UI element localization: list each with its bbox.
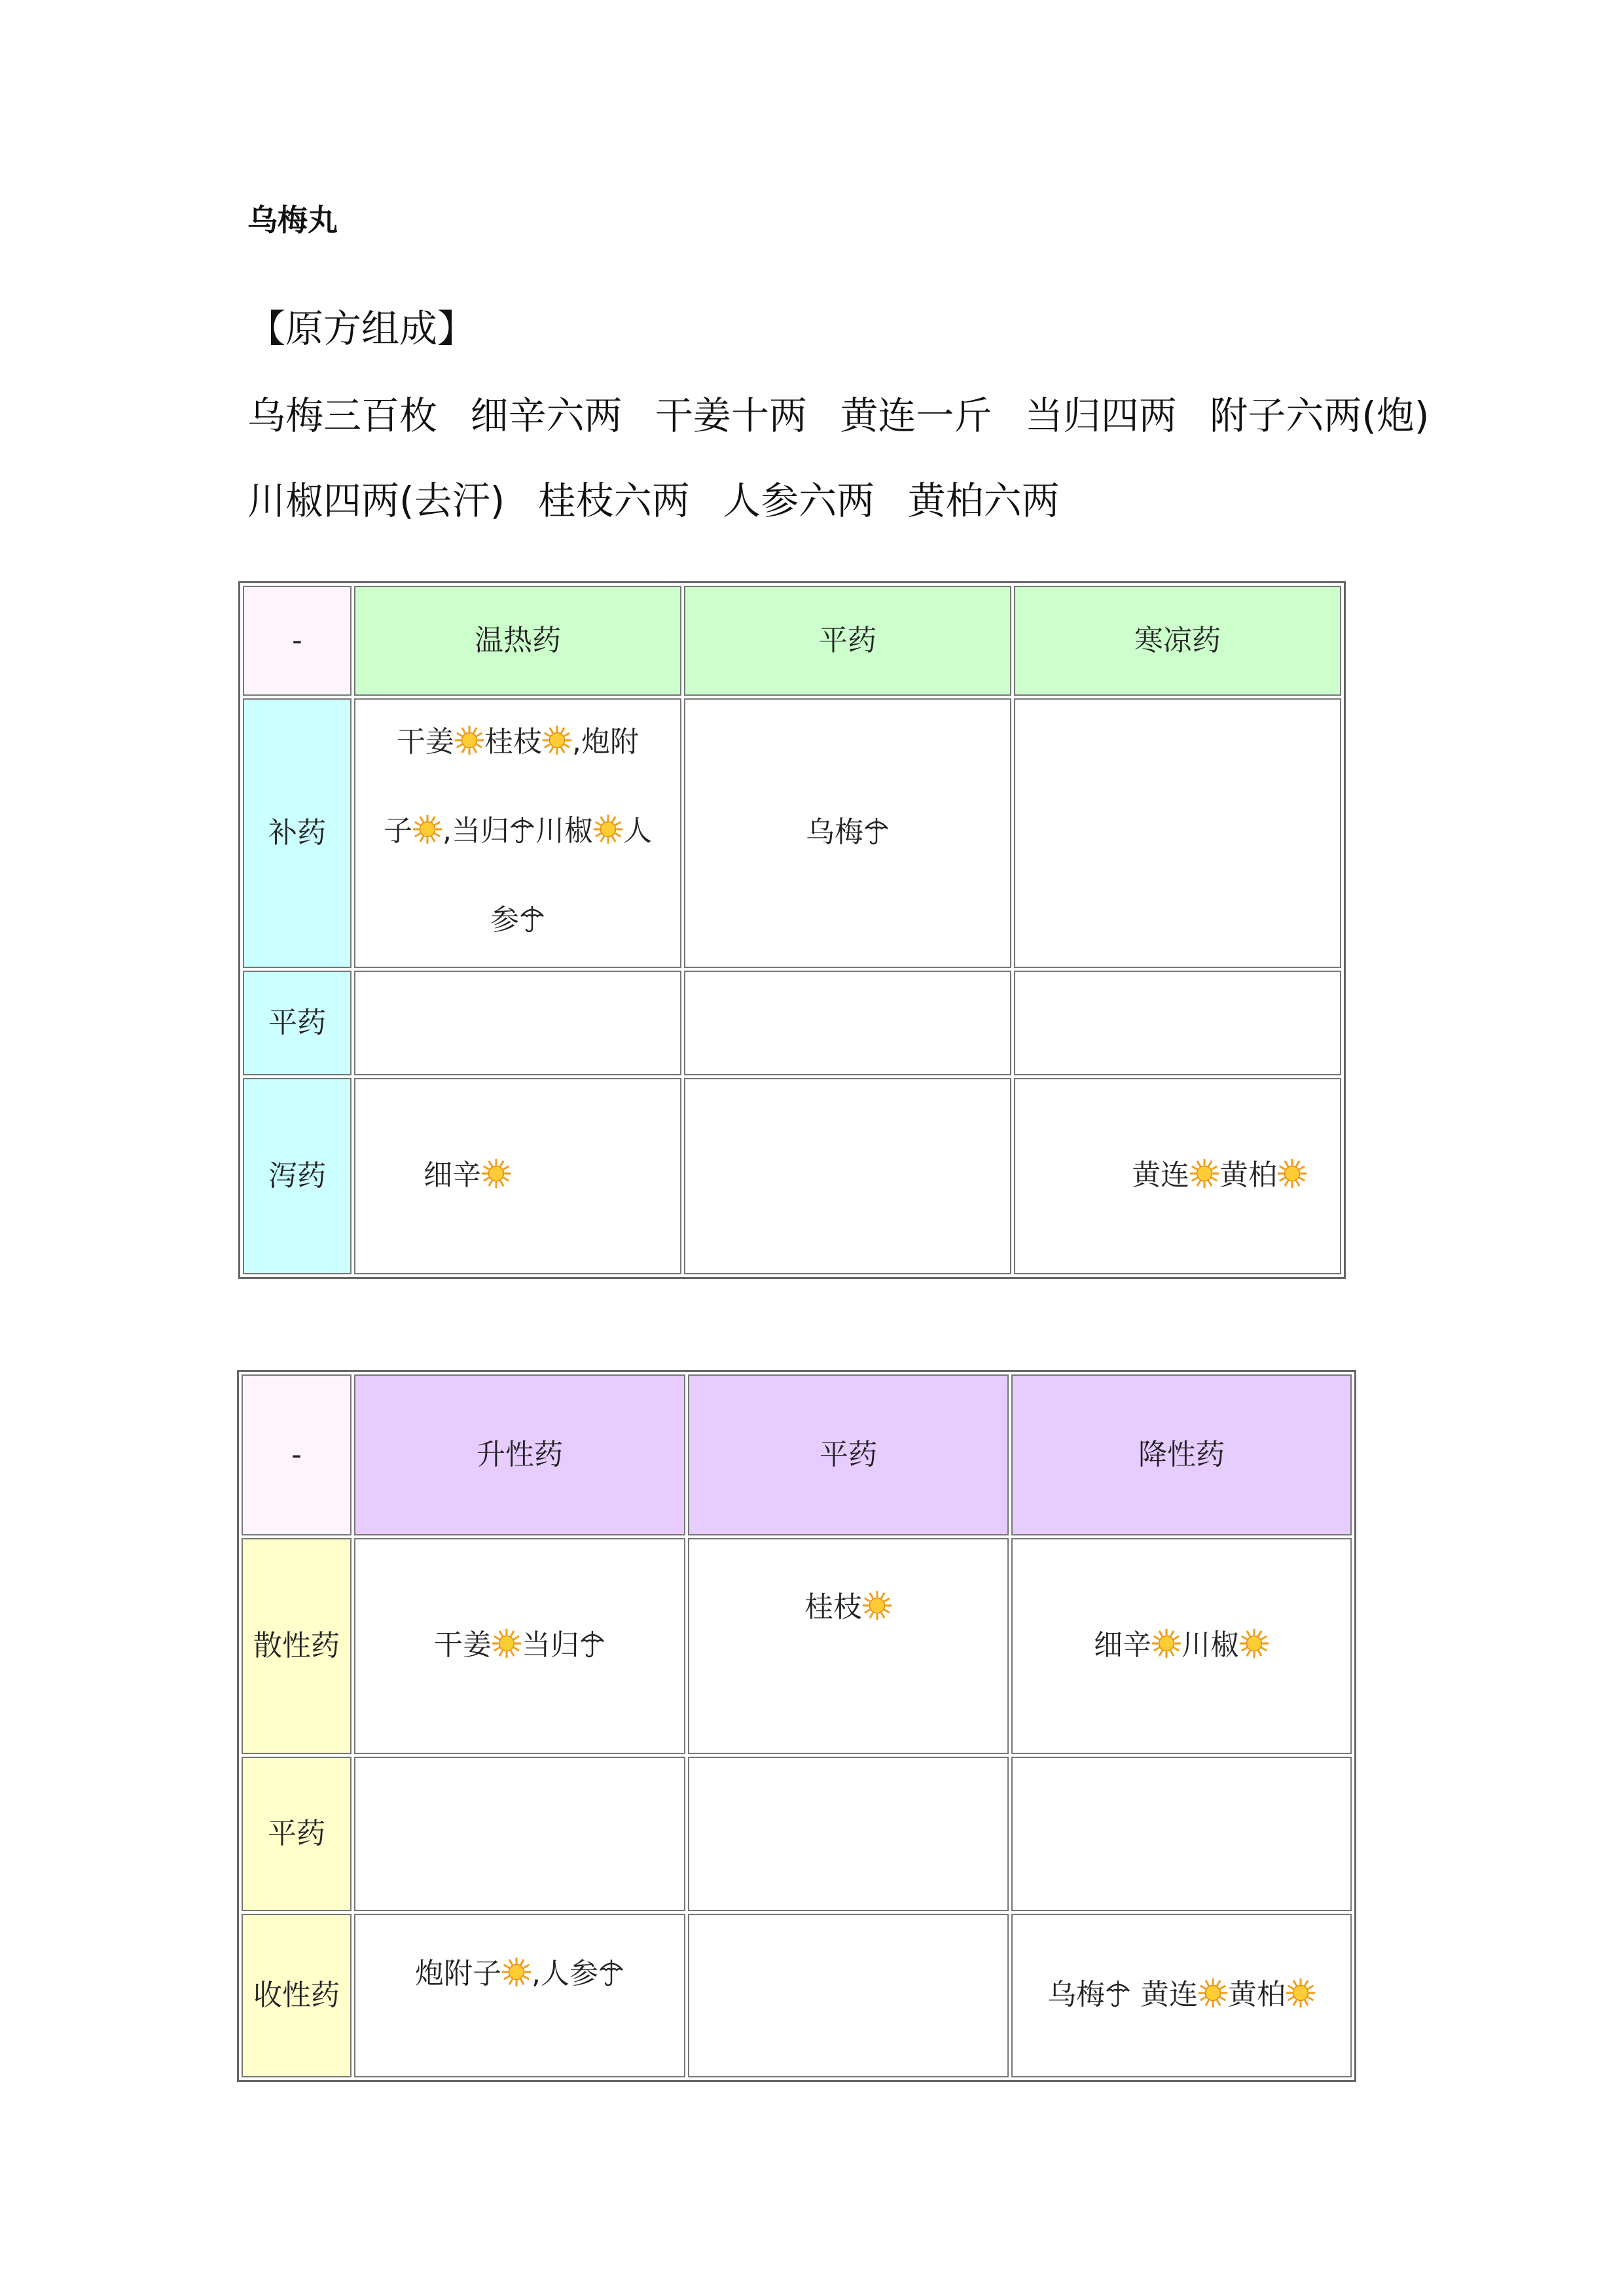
cell-purge-warm: 细辛: [354, 1078, 681, 1274]
row-header-disperse: 散性药: [242, 1538, 352, 1754]
ingredient: 干姜十两: [655, 393, 807, 438]
sun-icon: [454, 704, 484, 789]
cell-tonify-cold: [1014, 698, 1341, 968]
row-header-neutral: 平药: [243, 971, 352, 1075]
cell-neutral-neutral: [684, 971, 1011, 1075]
ingredient: 黄连一斤: [840, 393, 992, 438]
umbrella-icon: [519, 882, 545, 967]
cell-disperse-descend: 细辛 川椒: [1011, 1538, 1352, 1754]
sun-icon: [1151, 1628, 1182, 1664]
sun-icon: [1286, 1978, 1316, 2013]
sun-icon: [1198, 1978, 1228, 2013]
ingredient: 人参六两: [723, 478, 875, 523]
row-header-tonify: 补药: [243, 698, 352, 968]
cell-neutral-neutral: [688, 1757, 1009, 1911]
cell-neutral-cold: [1014, 971, 1341, 1075]
cell-astringe-neutral: [688, 1914, 1009, 2077]
sun-icon: [1277, 1158, 1307, 1194]
ingredient: 黄柏六两: [907, 478, 1060, 523]
cell-tonify-warm: 干姜 桂枝 ,炮附 子 ,当归 川椒 人 参: [354, 698, 681, 968]
ingredient: 附子六两(炮): [1210, 393, 1430, 438]
row-header-purge: 泻药: [243, 1078, 352, 1274]
ingredient: 细辛六两: [470, 393, 623, 438]
cell-tonify-neutral: 乌梅: [684, 698, 1011, 968]
sun-icon: [593, 793, 623, 878]
row-header-neutral: 平药: [242, 1757, 352, 1911]
col-header-neutral: 平药: [688, 1374, 1009, 1535]
cell-astringe-descend: 乌梅 黄连 黄柏: [1011, 1914, 1352, 2077]
tonify-purge-table: [238, 581, 1346, 1279]
section-heading: 【原方组成】: [247, 306, 476, 351]
sun-icon: [1239, 1628, 1269, 1664]
row-header-astringe: 收性药: [242, 1914, 352, 2077]
cell-neutral-descend: [1011, 1757, 1352, 1911]
col-header-ascend: 升性药: [354, 1374, 685, 1535]
ascend-descend-table: [237, 1370, 1356, 2082]
umbrella-icon: [579, 1628, 605, 1664]
umbrella-icon: [863, 816, 890, 851]
cell-purge-cold: 黄连 黄柏: [1014, 1078, 1341, 1274]
col-header-warm: 温热药: [354, 586, 681, 696]
corner-cell: -: [242, 1374, 352, 1535]
ingredient: 乌梅三百枚: [247, 393, 438, 438]
sun-icon: [412, 793, 442, 878]
ingredients-line-1: [247, 385, 1451, 440]
cell-disperse-neutral: 桂枝: [688, 1538, 1009, 1754]
ingredient: 桂枝六两: [537, 478, 690, 523]
umbrella-icon: [509, 793, 535, 878]
sun-icon: [1189, 1158, 1219, 1194]
umbrella-icon: [598, 1957, 624, 1992]
document-title: 乌梅丸: [247, 202, 338, 238]
sun-icon: [501, 1957, 532, 1992]
ingredients-line-2: [247, 470, 1081, 525]
ingredient: 川椒四两(去汗): [247, 478, 505, 523]
col-header-neutral: 平药: [684, 586, 1011, 696]
cell-disperse-ascend: 干姜 当归: [354, 1538, 685, 1754]
col-header-cold: 寒凉药: [1014, 586, 1341, 696]
sun-icon: [862, 1590, 892, 1626]
col-header-descend: 降性药: [1011, 1374, 1352, 1535]
sun-icon: [492, 1628, 522, 1664]
ingredient: 当归四两: [1024, 393, 1177, 438]
cell-neutral-warm: [354, 971, 681, 1075]
cell-neutral-ascend: [354, 1757, 685, 1911]
umbrella-icon: [1105, 1978, 1131, 2013]
cell-purge-neutral: [684, 1078, 1011, 1274]
corner-cell: -: [243, 586, 352, 696]
cell-astringe-ascend: 炮附子 ,人参: [354, 1914, 685, 2077]
sun-icon: [542, 704, 572, 789]
sun-icon: [481, 1158, 511, 1194]
